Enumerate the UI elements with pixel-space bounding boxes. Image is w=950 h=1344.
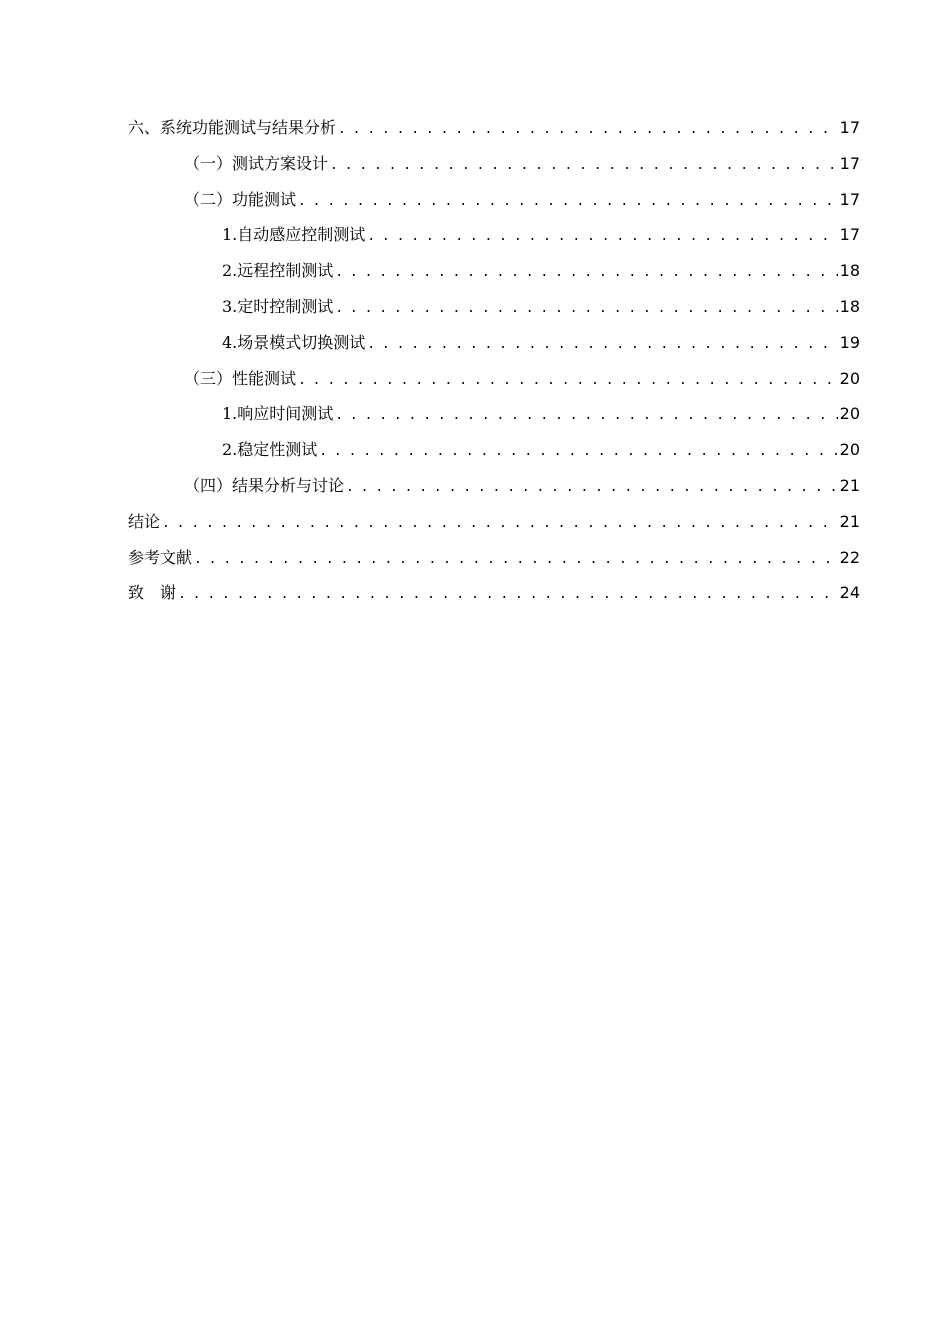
toc-entry-title: 4.场景模式切换测试 [222, 332, 366, 352]
toc-entry-conclusion[interactable] [128, 504, 860, 540]
toc-page-number: 20 [839, 440, 860, 460]
toc-page-number: 18 [839, 261, 860, 281]
toc-page-number: 18 [839, 296, 860, 316]
toc-dot-leader [162, 506, 838, 542]
toc-page-number: 17 [839, 153, 860, 173]
toc-entry-title: 参考文献 [128, 547, 193, 567]
toc-entry-title: 1.响应时间测试 [222, 404, 334, 424]
toc-dot-leader [194, 542, 838, 578]
toc-entry-title: （一）测试方案设计 [184, 153, 329, 173]
toc-dot-leader [335, 255, 837, 291]
toc-entry-subsection-6-2-1[interactable] [128, 217, 860, 253]
toc-dot-leader [178, 577, 838, 613]
toc-dot-leader [338, 112, 838, 148]
toc-entry-section-6-4[interactable] [128, 468, 860, 504]
toc-page-number: 17 [839, 189, 860, 209]
toc-entry-title: 结论 [128, 511, 161, 531]
table-of-contents [128, 110, 860, 611]
toc-entry-subsection-6-2-2[interactable] [128, 253, 860, 289]
toc-entry-title: 2.稳定性测试 [222, 440, 318, 460]
toc-entry-section-6-1[interactable] [128, 146, 860, 182]
toc-entry-acknowledgements[interactable] [128, 575, 860, 611]
toc-entry-references[interactable] [128, 540, 860, 576]
toc-entry-section-6-3[interactable] [128, 361, 860, 397]
toc-page-number: 21 [839, 511, 860, 531]
toc-entry-subsection-6-2-3[interactable] [128, 289, 860, 325]
toc-page-number: 20 [839, 404, 860, 424]
toc-entry-title: 致 谢 [128, 583, 177, 603]
toc-entry-title: （二）功能测试 [184, 189, 297, 209]
toc-entry-title: 3.定时控制测试 [222, 296, 334, 316]
toc-dot-leader [298, 363, 838, 399]
toc-entry-title: （三）性能测试 [184, 368, 297, 388]
toc-dot-leader [346, 470, 838, 506]
toc-page-number: 20 [839, 368, 860, 388]
toc-page-number: 21 [839, 475, 860, 495]
toc-dot-leader [330, 148, 838, 184]
toc-entry-subsection-6-3-1[interactable] [128, 396, 860, 432]
toc-entry-subsection-6-2-4[interactable] [128, 325, 860, 361]
toc-page-number: 17 [839, 118, 860, 137]
toc-entry-subsection-6-3-2[interactable] [128, 432, 860, 468]
toc-dot-leader [298, 184, 838, 220]
toc-entry-title: 1.自动感应控制测试 [222, 225, 366, 245]
toc-page-number: 24 [839, 583, 860, 603]
toc-dot-leader [319, 434, 837, 470]
toc-entry-title: （四）结果分析与讨论 [184, 475, 345, 495]
toc-page-number: 17 [839, 225, 860, 245]
toc-page-number: 19 [839, 332, 860, 352]
toc-dot-leader [367, 219, 837, 255]
toc-dot-leader [367, 327, 837, 363]
toc-dot-leader [335, 398, 837, 434]
toc-entry-title: 2.远程控制测试 [222, 261, 334, 281]
toc-entry-title: 六、系统功能测试与结果分析 [128, 118, 337, 137]
toc-dot-leader [335, 291, 837, 327]
toc-page-number: 22 [839, 547, 860, 567]
toc-entry-chapter-6[interactable] [128, 110, 860, 146]
toc-entry-section-6-2[interactable] [128, 182, 860, 218]
